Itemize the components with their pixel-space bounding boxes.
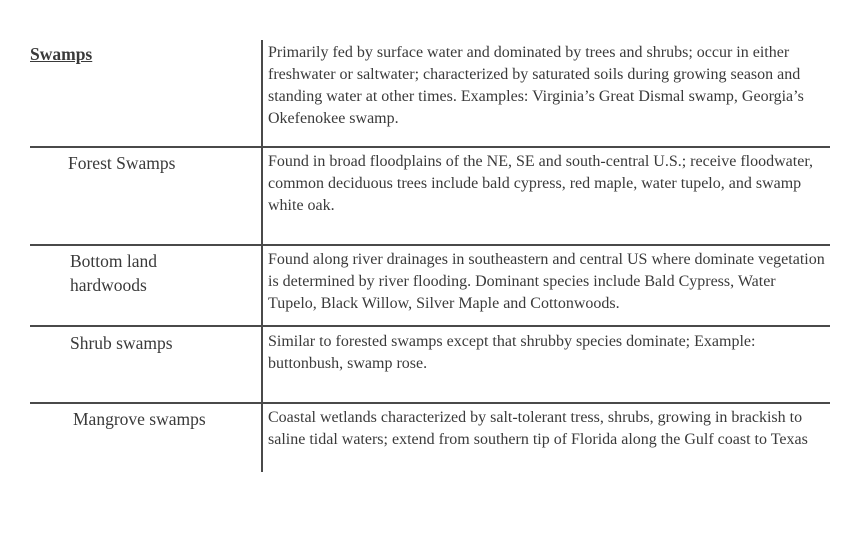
term-swamps: Swamps (30, 44, 93, 64)
term-mangrove-swamps: Mangrove swamps (73, 409, 206, 429)
description-swamps: Primarily fed by surface water and dominated by trees and shrubs; occur in either freshwater or saltwater; characterized by saturated soils during growing season and standing water at other times. Examples: Virginia’s Great Dismal swamp, Georgia’s Okefenokee swamp. (268, 44, 804, 127)
column-divider (261, 40, 263, 472)
description-forest-swamps: Found in broad floodplains of the NE, SE and south-central U.S.; receive floodwater, common deciduous trees include bald cypress, red maple, water tupelo, and swamp white oak. (268, 153, 814, 214)
row-divider (30, 325, 830, 327)
description-mangrove-swamps: Coastal wetlands characterized by salt-tolerant tress, shrubs, growing in brackish to saline tidal waters; extend from southern tip of Florida along the Gulf coast to Texas (268, 409, 808, 448)
term-forest-swamps: Forest Swamps (68, 153, 176, 173)
term-bottom-land-hardwoods: Bottom land hardwoods (70, 251, 158, 295)
description-bottom-land-hardwoods: Found along river drainages in southeastern and central US where dominate vegetation is determined by river flooding. Dominant species include Bald Cypress, Water Tupelo, Black Willow, Silver Maple and Cottonwoods. (268, 251, 825, 312)
term-shrub-swamps: Shrub swamps (70, 333, 173, 353)
row-divider (30, 244, 830, 246)
row-divider (30, 402, 830, 404)
description-shrub-swamps: Similar to forested swamps except that shrubby species dominate; Example: buttonbush, swamp rose. (268, 333, 756, 372)
row-divider (30, 146, 830, 148)
